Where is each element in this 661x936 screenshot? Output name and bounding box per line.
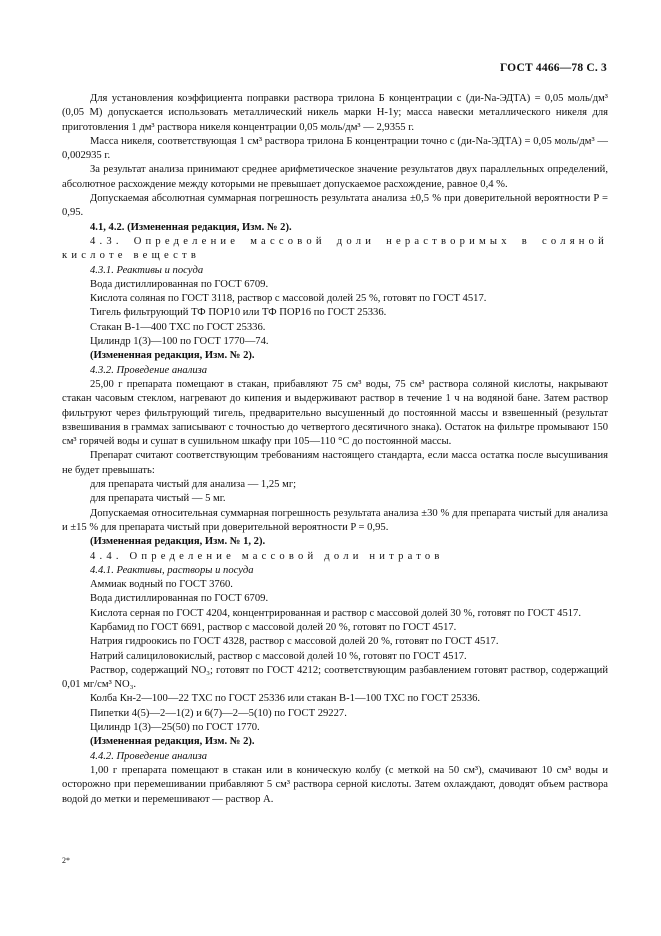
paragraph: Препарат считают соответствующим требованиям настоящего стандарта, если масса остатка после высушивания не будет превышать: bbox=[62, 450, 608, 476]
subsection-heading: 4.4.1. Реактивы, растворы и посуда bbox=[90, 564, 254, 576]
list-item: Аммиак водный по ГОСТ 3760. bbox=[90, 579, 233, 591]
list-item: Вода дистиллированная по ГОСТ 6709. bbox=[90, 278, 269, 290]
revision-note: (Измененная редакция, Изм. № 2). bbox=[90, 736, 255, 748]
revision-note: (Измененная редакция, Изм. № 2). bbox=[90, 350, 255, 362]
paragraph: Для установления коэффициента поправки раствора трилона Б концентрации c (ди-Na-ЭДТА) = 0,05 моль/дм³ (0,05 М) допускается использовать металлический никель марки Н-1у; масса навески металлического никеля для приготовления 1 дм³ раствора никеля концентрации 0,05 моль/дм³ — 2,9355 г. bbox=[62, 93, 608, 133]
paragraph: За результат анализа принимают среднее арифметическое значение результатов двух параллельных определений, абсолютное расхождение между которыми не превышает допускаемое расхождение, равное 0,4 %. bbox=[62, 164, 608, 190]
page-footer-mark: 2* bbox=[62, 856, 70, 865]
list-item: Тигель фильтрующий ТФ ПОР10 или ТФ ПОР16 по ГОСТ 25336. bbox=[90, 307, 387, 319]
list-item: Цилиндр 1(3)—25(50) по ГОСТ 1770. bbox=[90, 722, 260, 734]
list-item: Вода дистиллированная по ГОСТ 6709. bbox=[90, 593, 269, 605]
list-item: Кислота соляная по ГОСТ 3118, раствор с массовой долей 25 %, готовят по ГОСТ 4517. bbox=[90, 293, 487, 305]
list-item: Стакан В-1—400 ТХС по ГОСТ 25336. bbox=[90, 321, 266, 333]
paragraph: Допускаемая абсолютная суммарная погрешность результата анализа ±0,5 % при доверительной вероятности P = 0,95. bbox=[62, 193, 608, 219]
list-item: для препарата чистый — 5 мг. bbox=[90, 493, 226, 505]
list-item: Натрий салициловокислый, раствор с массовой долей 10 %, готовят по ГОСТ 4517. bbox=[90, 650, 467, 662]
paragraph: Допускаемая относительная суммарная погрешность результата анализа ±30 % для препарата чистый для анализа и ±15 % для препарата чистый при доверительной вероятности P = 0,95. bbox=[62, 507, 608, 533]
subsection-heading: 4.3.1. Реактивы и посуда bbox=[90, 264, 204, 276]
list-item: Кислота серная по ГОСТ 4204, концентрированная и раствор с массовой долей 30 %, готовят по ГОСТ 4517. bbox=[90, 607, 581, 619]
list-item: Цилиндр 1(3)—100 по ГОСТ 1770—74. bbox=[90, 336, 269, 348]
list-item: Колба Кн-2—100—22 ТХС по ГОСТ 25336 или стакан В-1—100 ТХС по ГОСТ 25336. bbox=[90, 693, 481, 705]
list-item: Пипетки 4(5)—2—1(2) и 6(7)—2—5(10) по ГОСТ 29227. bbox=[90, 707, 347, 719]
subsection-heading: 4.3.2. Проведение анализа bbox=[90, 364, 208, 376]
section-heading: 4.4. Определение массовой доли нитратов bbox=[90, 550, 444, 562]
list-item: Натрия гидроокись по ГОСТ 4328, раствор с массовой долей 20 %, готовят по ГОСТ 4517. bbox=[90, 636, 499, 648]
list-item: Раствор, содержащий NO₃; готовят по ГОСТ 4212; соответствующим разбавлением готовят раствор, содержащий 0,01 мг/см³ NO₃. bbox=[62, 664, 608, 691]
paragraph: Масса никеля, соответствующая 1 см³ раствора трилона Б концентрации точно c (ди-Na-ЭДТА) = 0,05 моль/дм³ — 0,002935 г. bbox=[62, 135, 608, 162]
section-heading: 4.3. Определение массовой доли нерастворимых в соляной кислоте веществ bbox=[62, 235, 608, 262]
paragraph: 25,00 г препарата помещают в стакан, прибавляют 75 см³ воды, 75 см³ раствора соляной кислоты, накрывают стакан часовым стеклом, нагревают до кипения и выдерживают раствор в течение 1 ч на водяной бане. Затем раствор фильтруют через фильтрующий тигель, предварительно высушенный до постоянной массы и взвешенный (результат взвешивания в граммах записывают с точностью до четвертого десятичного знака). Остаток на фильтре промывают 150 см³ горячей воды и сушат в сушильном шкафу при 105—110 °С до постоянной массы. bbox=[62, 378, 608, 448]
list-item: Карбамид по ГОСТ 6691, раствор с массовой долей 20 %, готовят по ГОСТ 4517. bbox=[90, 621, 457, 633]
revision-note: 4.1, 4.2. (Измененная редакция, Изм. № 2). bbox=[90, 221, 292, 233]
document-body bbox=[62, 92, 608, 807]
revision-note: (Измененная редакция, Изм. № 1, 2). bbox=[90, 536, 266, 548]
subsection-heading: 4.4.2. Проведение анализа bbox=[90, 750, 208, 762]
list-item: для препарата чистый для анализа — 1,25 мг; bbox=[90, 479, 297, 491]
paragraph: 1,00 г препарата помещают в стакан или в коническую колбу (с меткой на 50 см³), смачивают 10 см³ воды и осторожно при перемешивании прибавляют 5 см³ раствора серной кислоты. Затем охлаждают, доводят объем раствора водой до метки и перемешивают — раствор А. bbox=[62, 764, 608, 805]
page-header: ГОСТ 4466—78 С. 3 bbox=[499, 62, 607, 74]
